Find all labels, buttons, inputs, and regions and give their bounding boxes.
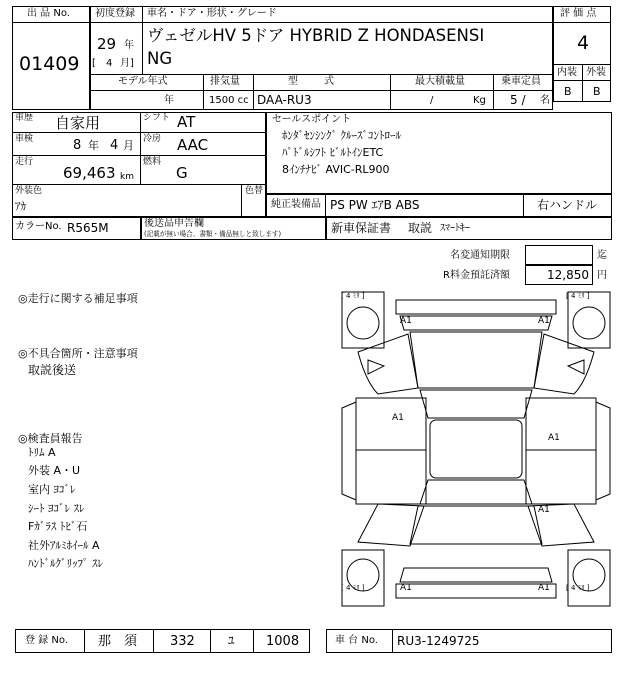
- reg-kana: ﾕ: [228, 634, 235, 649]
- type-label: 型 式: [288, 76, 336, 87]
- damage-left-door: A1: [392, 413, 404, 423]
- shift-label: シフト: [143, 113, 171, 123]
- damage-rear-left: A1: [400, 583, 412, 593]
- exterior-color-label: 外装色: [15, 186, 43, 196]
- inspection-year-unit: 年: [88, 139, 99, 152]
- history-label: 車歴: [15, 113, 34, 123]
- damage-front-right: A1: [538, 316, 550, 326]
- equipment-value: PS PW ｴｱB ABS: [330, 198, 420, 212]
- divider: [493, 74, 494, 110]
- right-skirt: [596, 402, 610, 500]
- divider: [523, 194, 524, 217]
- tire-outline-tr: [568, 292, 610, 348]
- displacement-value: 1500 cc: [209, 95, 249, 106]
- tire-tr-label: [ 4 ﾐﾘ ]: [566, 292, 590, 300]
- divider: [12, 155, 266, 156]
- driving-notes-label: ◎走行に関する補足事項: [18, 292, 138, 305]
- exterior-color-value: ｱｶ: [15, 200, 26, 213]
- inspector-line: 外装 A・U: [28, 464, 81, 477]
- first-reg-label: 初度登録: [95, 8, 135, 19]
- color-no-value: R565M: [67, 221, 109, 235]
- info-box: [12, 112, 266, 217]
- tire-outline-br: [568, 550, 610, 606]
- divider: [140, 112, 141, 184]
- divider: [142, 6, 143, 74]
- inspector-line: 社外ｱﾙﾐﾎｲｰﾙ A: [28, 539, 100, 552]
- damage-rear-right: A1: [538, 583, 550, 593]
- sales-point-line: 8ｲﾝﾁﾅﾋﾞ AVIC-RL900: [282, 163, 390, 176]
- car-name-label: 車名・ドア・形状・グレード: [147, 8, 277, 19]
- reg-region: 那 須: [98, 634, 138, 649]
- capacity-value: 5 /: [510, 93, 526, 107]
- color-no-label: カラーNo.: [15, 221, 62, 232]
- front-left-fender: [358, 334, 418, 394]
- reg-class: 332: [170, 634, 195, 649]
- divider: [210, 629, 211, 653]
- front-right-fender: [534, 334, 594, 394]
- defects-label: ◎不具合箇所・注意事項: [18, 347, 138, 360]
- roof: [430, 420, 522, 478]
- interior-label: 内装: [557, 67, 577, 78]
- chassis-number: RU3-1249725: [397, 634, 480, 648]
- lot-label: 出 品 No.: [27, 8, 70, 19]
- capacity-unit: 名: [540, 95, 550, 106]
- inspection-month-unit: 月: [123, 139, 134, 152]
- inspector-label: ◎検査員報告: [18, 432, 83, 445]
- tire-br-label: [ 4 ﾐﾘ ]: [566, 584, 590, 592]
- ac-value: AAC: [177, 136, 209, 154]
- divider: [582, 64, 583, 102]
- inspection-label: 車検: [15, 134, 34, 144]
- ac-label: 冷房: [143, 134, 162, 144]
- inspector-line: ﾄﾘﾑ A: [28, 446, 56, 459]
- divider: [253, 629, 254, 653]
- score-label: 評 価 点: [560, 8, 597, 19]
- chassis-label: 車 台 No.: [335, 635, 378, 646]
- divider: [325, 194, 326, 217]
- manual-value: 取説: [408, 221, 433, 235]
- smartkey-value: ｽﾏｰﾄｷｰ: [440, 223, 470, 234]
- post-sale-note: (記載が無い場合、書類・備品無しと致します): [144, 230, 282, 238]
- divider: [84, 629, 85, 653]
- divider: [90, 22, 553, 23]
- tire-outline-tl: [342, 292, 384, 348]
- lot-number: 01409: [19, 53, 80, 75]
- tire-tr: [573, 307, 605, 339]
- reg-number: 1008: [266, 634, 300, 649]
- displacement-label: 排気量: [210, 76, 240, 87]
- reg-year: 29: [97, 35, 117, 53]
- name-change-unit: 迄: [597, 250, 607, 261]
- damage-right-door: A1: [548, 433, 560, 443]
- type-value: DAA-RU3: [257, 93, 312, 107]
- divider: [12, 22, 90, 23]
- mileage-value: 69,463: [63, 164, 116, 182]
- fuel-label: 燃料: [143, 157, 162, 167]
- fuel-value: G: [176, 164, 188, 182]
- inspector-line: ｼｰﾄ ﾖｺﾞﾚ ｽﾚ: [28, 502, 85, 515]
- sales-point-line: ﾊﾟﾄﾞﾙｼﾌﾄ ﾋﾞﾙﾄｲﾝETC: [282, 146, 384, 159]
- divider: [553, 22, 611, 23]
- right-mirror: [568, 360, 584, 374]
- front-bumper: [396, 300, 556, 314]
- sales-points-label: セールスポイント: [272, 114, 352, 125]
- recycle-value: 12,850: [547, 268, 589, 282]
- max-load-slash: /: [430, 95, 434, 106]
- color-change-label: 色替: [245, 186, 264, 196]
- reg-month: 4: [106, 58, 113, 69]
- interior-grade: B: [564, 85, 572, 98]
- reg-year-unit: 年: [124, 40, 134, 51]
- inspector-line: Fｶﾞﾗｽ ﾄﾋﾞ石: [28, 520, 88, 533]
- capacity-label: 乗車定員: [501, 76, 541, 87]
- divider: [241, 184, 242, 217]
- divider: [90, 90, 553, 91]
- reg-month-unit: 月]: [120, 58, 134, 69]
- name-change-box: [525, 245, 593, 265]
- inspection-year: 8: [73, 138, 82, 153]
- inspection-month: 4: [110, 138, 119, 153]
- shift-value: AT: [177, 113, 196, 131]
- rear-window: [420, 480, 532, 504]
- steering-value: 右ハンドル: [537, 198, 598, 212]
- reg-label: 登 録 No.: [25, 635, 68, 646]
- damage-front-left: A1: [400, 316, 412, 326]
- exterior-label: 外装: [586, 67, 606, 78]
- mileage-label: 走行: [15, 157, 34, 167]
- history-value: 自家用: [55, 114, 101, 132]
- car-name-line1: ヴェゼルHV 5ドア HYBRID Z HONDASENSI: [147, 26, 485, 45]
- model-year-unit: 年: [164, 95, 174, 106]
- tire-tl-label: [ 4 ﾐﾘ ]: [341, 292, 365, 300]
- divider: [12, 184, 266, 185]
- right-doors: [526, 398, 596, 504]
- left-doors: [356, 398, 426, 504]
- post-sale-label: 後送品申告欄: [144, 218, 204, 229]
- left-mirror: [368, 360, 384, 374]
- windshield: [420, 390, 532, 418]
- divider: [253, 74, 254, 110]
- divider: [153, 629, 154, 653]
- divider: [90, 74, 553, 75]
- inspector-line: ﾊﾝﾄﾞﾙｸﾞﾘｯﾌﾟ ｽﾚ: [28, 557, 103, 570]
- front-lip: [400, 316, 552, 330]
- sales-point-line: ﾎﾝﾀﾞｾﾝｼﾝｸﾞ ｸﾙｰｽﾞｺﾝﾄﾛｰﾙ: [282, 129, 401, 142]
- divider: [12, 132, 266, 133]
- rear-lip: [400, 568, 552, 582]
- warranty-value: 新車保証書: [331, 221, 392, 235]
- left-skirt: [342, 402, 356, 500]
- hood: [410, 332, 542, 388]
- recycle-label: R料金預託済額: [443, 270, 510, 281]
- model-year-label: モデル年式: [118, 76, 168, 87]
- trunk: [410, 506, 542, 544]
- inspector-line: 室内 ﾖｺﾞﾚ: [28, 483, 76, 496]
- divider: [392, 629, 393, 653]
- divider: [203, 74, 204, 110]
- reg-month-open: [: [92, 58, 96, 69]
- score-value: 4: [577, 32, 590, 54]
- name-change-label: 名変通知期限: [450, 250, 510, 261]
- mileage-unit: km: [120, 172, 134, 182]
- max-load-unit: Kg: [473, 95, 486, 106]
- max-load-label: 最大積載量: [415, 76, 465, 87]
- tire-bl-label: [ 4 ﾐﾘ ]: [341, 584, 365, 592]
- divider: [390, 74, 391, 110]
- tire-outline-bl: [342, 550, 384, 606]
- rear-bumper: [396, 584, 556, 598]
- car-name-line2: NG: [147, 49, 173, 68]
- damage-right-quarter: A1: [538, 505, 550, 515]
- car-damage-diagram: [338, 290, 614, 608]
- recycle-unit: 円: [597, 270, 607, 281]
- exterior-grade: B: [593, 85, 601, 98]
- tire-tl: [347, 307, 379, 339]
- equipment-label: 純正装備品: [271, 199, 321, 210]
- defects-value: 取説後送: [28, 363, 77, 377]
